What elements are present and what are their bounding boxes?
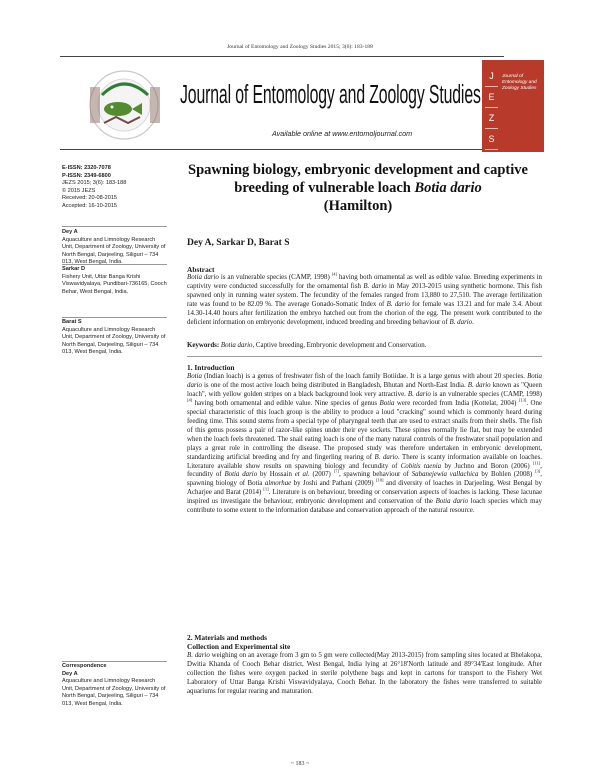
correspondence-label: Correspondence xyxy=(62,663,107,669)
badge-letters xyxy=(485,66,498,150)
correspondence-name: Dey A xyxy=(62,670,78,677)
journal-badge xyxy=(482,60,544,152)
correspondence xyxy=(62,663,167,709)
badge-letter: J xyxy=(485,66,498,87)
intro-heading: 1. Introduction xyxy=(187,363,235,372)
methods-subheading: Collection and Experimental site xyxy=(187,642,291,651)
copyright: © 2015 JEZS xyxy=(62,187,96,194)
journal-url: Available online at www.entomoljournal.com xyxy=(272,129,413,138)
journal-info xyxy=(62,165,167,211)
pissn: P-ISSN: 2349-6800 xyxy=(62,172,111,179)
abstract-heading: Abstract xyxy=(187,265,215,274)
keywords: Keywords: Botia dario, Captive breeding, Embryonic development and Conservation. xyxy=(187,342,427,349)
affiliation-name: Dey A xyxy=(62,229,78,235)
received-date: Received: 20-08-2015 xyxy=(62,195,118,202)
affiliation-text: Fishery Unit, Uttar Banga Krishi Viswavidyalaya, Pundibari-736165, Cooch Behar, West Bengal, India. xyxy=(62,273,167,295)
journal-banner xyxy=(60,56,504,150)
affiliation-name: Sarkar D xyxy=(62,266,86,272)
affiliation-1 xyxy=(62,229,167,267)
methods-heading: 2. Materials and methods xyxy=(187,633,268,642)
affiliation-text: Aquaculture and Limnology Research Unit, Department of Zoology, University of North Bengal, Darjeeling, Siliguri – 734 013, West Bengal, India. xyxy=(62,236,166,266)
correspondence-text: Aquaculture and Limnology Research Unit, Department of Zoology, University of North Bengal, Darjeeling, Siliguri – 734 013, West Bengal, India. xyxy=(62,678,166,707)
sidebar-divider xyxy=(62,317,167,318)
affiliation-3 xyxy=(62,319,167,357)
affiliation-2 xyxy=(62,266,167,296)
article-authors: Dey A, Sarkar D, Barat S xyxy=(187,238,290,248)
eissn: E-ISSN: 2320-7078 xyxy=(62,165,111,171)
affiliation-name: Barat S xyxy=(62,319,82,325)
journal-logo-icon xyxy=(64,65,182,143)
sidebar-divider xyxy=(62,661,167,662)
badge-letter: S xyxy=(485,129,498,150)
badge-letter: E xyxy=(485,87,498,108)
section-divider xyxy=(187,356,542,357)
methods-text: B. dario weighing on an average from 3 gm to 5 gm were collected(May 2013-2015) from sampling sites located at Bhelakopa, Dwitia Khanda of Cooch Behar district, West Bengal, India lying at 26°18'North latitude and 89°34'East longitude. After collection the fishes were oxygen packed in sterile polythene bags and kept in cartons for transport to the Fishery Wet Laboratory of Uttar Banga Krishi Viswavidyalaya, Cooch Behar. In the laboratory the fishes were transferred to suitable aquariums for regular rearing and maturation. xyxy=(187,652,542,695)
page-number: ~ 183 ~ xyxy=(290,761,310,767)
citation: JEZS 2015; 3(6): 183-188 xyxy=(62,180,127,187)
journal-title: Journal of Entomology and Zoology Studies xyxy=(180,81,481,109)
badge-text: Journal of Entomology and Zoology Studies xyxy=(502,74,537,91)
affiliation-text: Aquaculture and Limnology Research Unit, Department of Zoology, University of North Bengal, Darjeeling, Siliguri – 734 013, West Bengal, India. xyxy=(62,326,166,356)
sidebar-divider xyxy=(62,264,167,265)
abstract-text: Botia dario is an vulnerable species (CAMP, 1998) [4] having both ornamental as well as edible value. Breeding experiments in captivity were conducted successfully for the ornamental fish B. dario in May 2013-2015 using synthetic hormone. This fish spawned only in running water system. The fecundity of the females ranged from 13,880 to 27,510. The average fertilization rate was found to be 82.09 %. The average Gonado-Somatic Index of B. dario for female was 13.21 and for male 3.4. About 14.30-14.40 hours after fertilization the embryo hatched out from the chorion of the egg. The present work contributed to the deficient information on embryonic development, induced breeding and breeding behaviour of B. dario. xyxy=(187,271,543,326)
badge-letter: Z xyxy=(485,108,498,129)
intro-text: Botia (Indian loach) is a genus of freshwater fish of the loach family Botiidae. It is a large genus with about 20 species. Botia dario is one of the most active loach being distributed in Bangladesh, Bhutan and North-East India. B. dario known as "Queen loach", with yellow golden stripes on a black background look very attractive. B. dario is an vulnerable species (CAMP, 1998) [4] having both ornamental and edible value. Nine species of genus Botia were recorded from India (Kottelat, 2004) [13]. One special characteristic of this loach group is the ability to produce a loud "cracking" sound which is commonly heard during feeding time. This sound stems from a special type of pharyngeal teeth that are used to extract snails from their shells. The fish of this genus possess a pair of razor-like spines under their eye sockets. These spines normally lie flat, but may be extended when the loach feels threatened. The snail eating loach is one of the many natural controls of the freshwater snail population and plays a great role in controlling the disease. The proposed study was therefore undertaken in embryonic development, standardizing artificial breeding and fry and fingerling rearing of B. dario. There is scanty information available on loaches. Literature available show results on spawning biology and fecundity of Cobitis taenia by Juchno and Boron (2006) [11], fecundity of Botia dario by Hossain et al. (2007) [7], spawning behaviour of Sabanejewia vallachica by Bohlen (2008) [3], spawning biology of Botia almorhae by Joshi and Pathani (2009) [10] and diversity of loaches in Darjeeling, West Bengal by Acharjee and Barat (2014) [1]. Literature is on behaviour, breeding or conservation aspects of loaches is lacking. These lacunae inspired us investigate the behaviour, embryonic development and conservation of the Botia dario loach species which may contribute to some extent to the information database and conservation approach of the natural resource. xyxy=(187,373,543,515)
accepted-date: Accepted: 16-10-2015 xyxy=(62,202,118,209)
running-head: Journal of Entomology and Zoology Studies 2015; 3(6): 183-188 xyxy=(227,44,373,50)
article-title: Spawning biology, embryonic development and captive breeding of vulnerable loach Botia dario (Hamilton) xyxy=(188,162,528,214)
sidebar-divider xyxy=(62,226,167,227)
